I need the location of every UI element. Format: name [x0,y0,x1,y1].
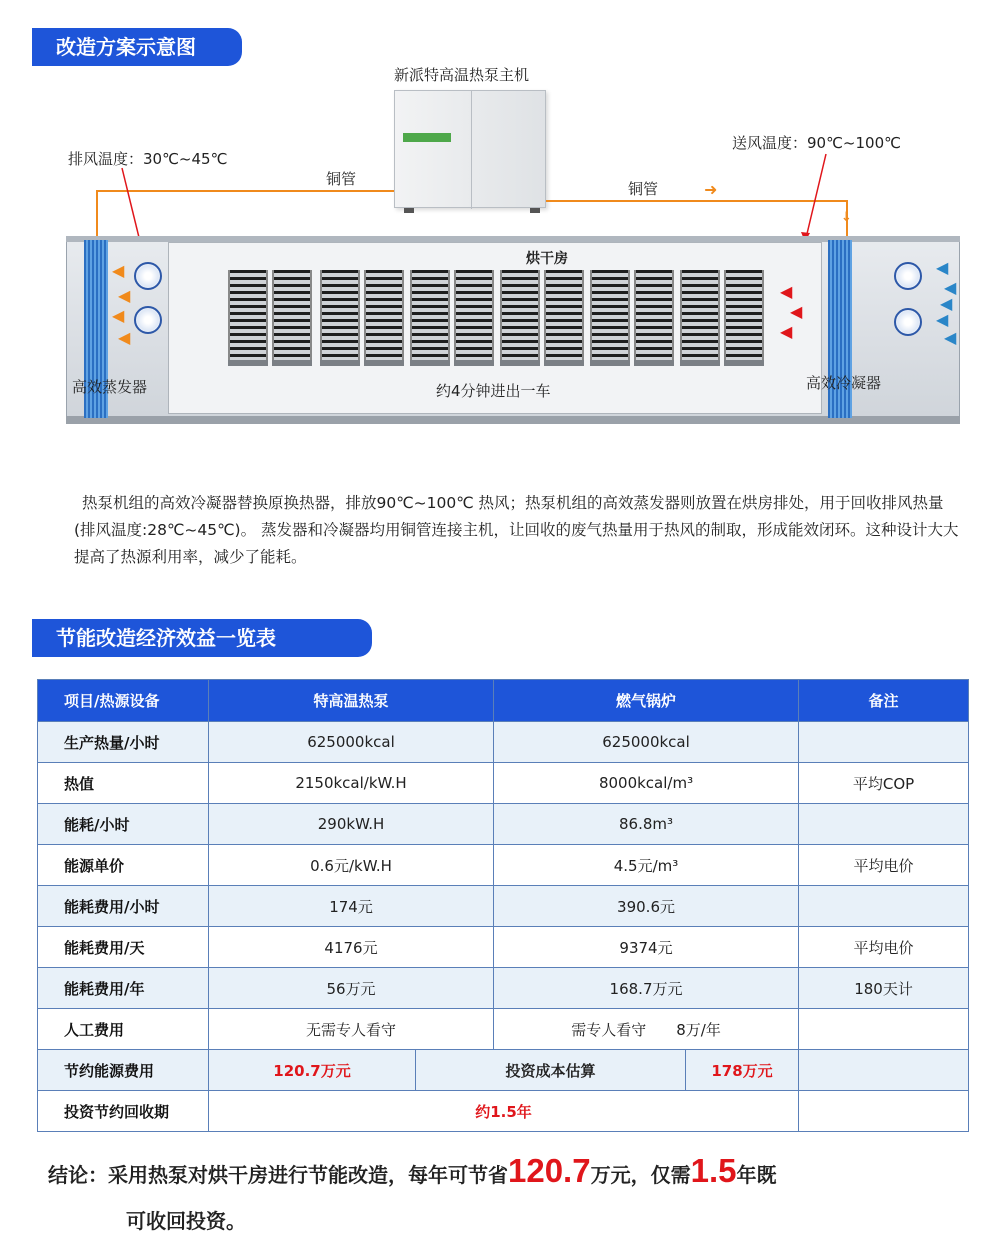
header-cell: 特高温热泵 [209,680,494,722]
note-cell: 平均电价 [799,845,969,886]
tray-rack [272,270,312,360]
note-cell [799,722,969,763]
tray-rack [680,270,720,360]
table-row [38,845,969,886]
savings-row [38,1050,969,1091]
exhaust-arrow-icon: ◀ [118,328,131,347]
invest-label: 投资成本估算 [416,1050,686,1091]
pipe-label-left: 铜管 [326,170,357,188]
cart-label: 约4分钟进出一车 [436,382,551,400]
conclusion-savings-number: 120.7 [508,1152,591,1189]
table-row [38,1009,969,1050]
tray-rack [228,270,268,360]
heat-pump-cell: 174元 [209,886,494,927]
benefits-table [37,679,969,1132]
room-label: 烘干房 [526,251,568,267]
intake-arrow-icon: ◀ [936,310,949,329]
table-row [38,804,969,845]
gas-boiler-cell: 625000kcal [494,722,799,763]
gas-boiler-cell: 390.6元 [494,886,799,927]
conclusion-text: 万元，仅需 [590,1163,691,1187]
gas-boiler-cell: 8000kcal/m³ [494,763,799,804]
note-cell: 平均COP [799,763,969,804]
row-label: 能耗费用/小时 [38,886,209,927]
conclusion-payback-number: 1.5 [690,1152,737,1189]
exhaust-arrow-icon: ◀ [118,286,131,305]
gas-boiler-cell: 4.5元/m³ [494,845,799,886]
gas-boiler-cell: 9374元 [494,927,799,968]
fan-icon [894,308,922,336]
note-cell [799,1050,969,1091]
unit-label: 新派特高温热泵主机 [394,66,530,84]
row-label: 人工费用 [38,1009,209,1050]
exhaust-arrow-icon: ◀ [112,306,125,325]
row-label: 生产热量/小时 [38,722,209,763]
heat-pump-cell: 56万元 [209,968,494,1009]
table-row [38,763,969,804]
payback-row [38,1091,969,1132]
table-row [38,927,969,968]
conclusion-line2: 可收回投资。 [126,1209,246,1233]
table-row [38,968,969,1009]
section-title-scheme: 改造方案示意图 [36,28,242,66]
table-row [38,886,969,927]
row-label: 能耗费用/天 [38,927,209,968]
payback-label: 投资节约回收期 [38,1091,209,1132]
flow-down-arrow-icon: ↓ [841,210,852,225]
table-row [38,722,969,763]
note-cell [799,1091,969,1132]
tray-rack [724,270,764,360]
row-label: 能耗费用/年 [38,968,209,1009]
tray-rack [590,270,630,360]
tray-rack [320,270,360,360]
description-paragraph: 热泵机组的高效冷凝器替换原换热器，排放90℃~100℃ 热风；热泵机组的高效蒸发器则放置在烘房排处，用于回收排风热量(排风温度:28℃~45℃)。 蒸发器和冷凝器均用铜管连接主机，让回收的废气热量用于热风的制取，形成能效闭环。这种设计大大提高了热源利用率，减少了能耗。 [74,494,959,566]
table-header-row [38,680,969,722]
evaporator-label: 高效蒸发器 [72,378,148,396]
note-cell [799,804,969,845]
conclusion-text: 年既 [736,1163,777,1187]
supply-temp-label: 送风温度：90℃~100℃ [732,134,901,152]
tray-rack [454,270,494,360]
savings-label: 节约能源费用 [38,1050,209,1091]
intake-arrow-icon: ◀ [944,328,957,347]
gas-boiler-cell: 86.8m³ [494,804,799,845]
tray-rack [364,270,404,360]
gas-boiler-cell: 需专人看守 8万/年 [494,1009,799,1050]
section-title-benefits: 节能改造经济效益一览表 [36,619,372,657]
savings-value: 120.7万元 [209,1050,416,1091]
flow-arrow-icon: ➜ [704,180,718,199]
intake-arrow-icon: ◀ [936,258,949,277]
exhaust-arrow-icon: ◀ [112,261,125,280]
header-cell: 燃气锅炉 [494,680,799,722]
invest-value: 178万元 [686,1050,799,1091]
hot-air-arrow-icon: ◀ [780,282,793,301]
heat-pump-cell: 2150kcal/kW.H [209,763,494,804]
note-cell: 平均电价 [799,927,969,968]
row-label: 能耗/小时 [38,804,209,845]
exhaust-temp-label: 排风温度：30℃~45℃ [68,150,228,168]
row-label: 能源单价 [38,845,209,886]
conclusion [48,1148,978,1243]
hot-air-arrow-icon: ◀ [780,322,793,341]
note-cell: 180天计 [799,968,969,1009]
pipe-label-right: 铜管 [628,180,659,198]
condenser-label: 高效冷凝器 [806,374,882,392]
header-cell: 项目/热源设备 [38,680,209,722]
tray-rack [544,270,584,360]
tray-rack [634,270,674,360]
note-cell [799,1009,969,1050]
heat-pump-cell: 625000kcal [209,722,494,763]
row-label: 热值 [38,763,209,804]
fan-icon [134,306,162,334]
payback-value: 约1.5年 [209,1091,799,1132]
tray-rack [500,270,540,360]
fan-icon [134,262,162,290]
heat-pump-cell: 无需专人看守 [209,1009,494,1050]
intake-arrow-icon: ◀ [940,294,953,313]
heat-pump-cell: 0.6元/kW.H [209,845,494,886]
header-cell: 备注 [799,680,969,722]
retrofit-diagram [0,60,1000,410]
fan-icon [894,262,922,290]
tray-rack [410,270,450,360]
note-cell [799,886,969,927]
intake-arrow-icon: ◀ [944,278,957,297]
gas-boiler-cell: 168.7万元 [494,968,799,1009]
heat-pump-cell: 290kW.H [209,804,494,845]
conclusion-text: 结论：采用热泵对烘干房进行节能改造，每年可节省 [48,1163,508,1187]
heat-pump-cell: 4176元 [209,927,494,968]
hot-air-arrow-icon: ◀ [790,302,803,321]
